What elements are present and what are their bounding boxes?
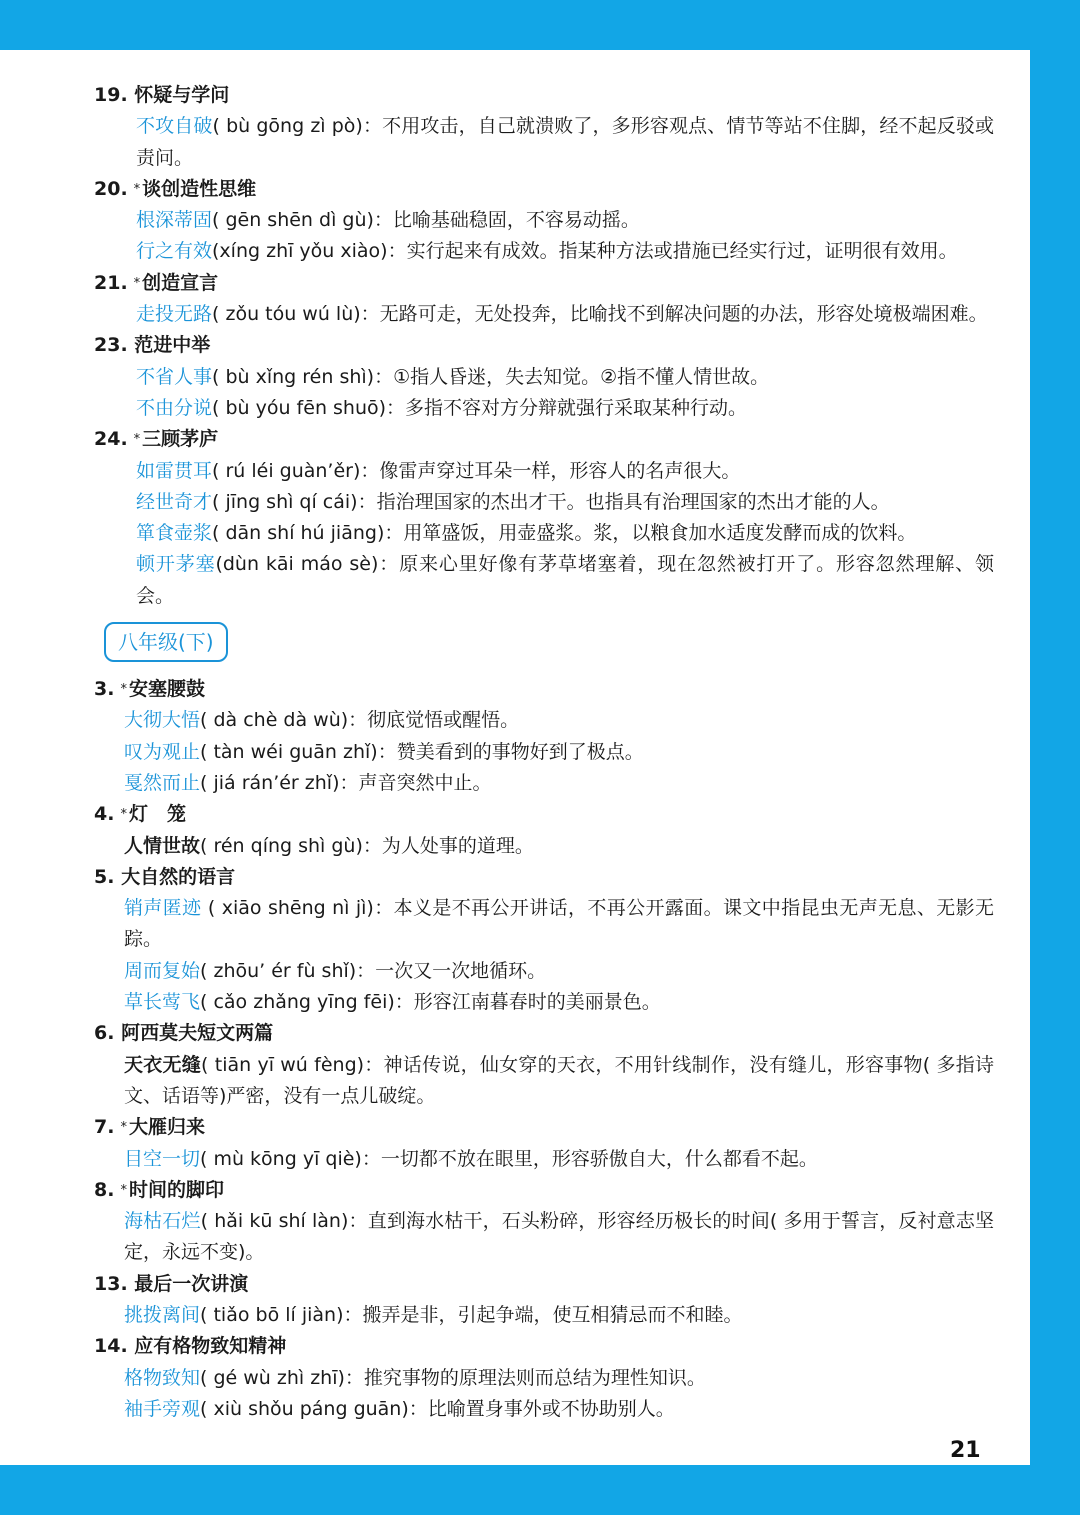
vocab-pinyin: ( xiù shǒu páng guān) <box>200 1397 409 1420</box>
lesson-title: 最后一次讲演 <box>134 1272 249 1295</box>
vocab-entry <box>124 1363 994 1394</box>
vocab-term: 不由分说 <box>136 396 213 419</box>
vocab-pinyin: (dùn kāi máo sè) <box>215 553 379 576</box>
vocab-pinyin: ( cǎo zhǎng yīng fēi) <box>200 991 395 1014</box>
vocab-term: 销声匿迹 <box>124 897 202 920</box>
vocab-definition: ：多指不容对方分辩就强行采取某种行动。 <box>386 396 748 419</box>
lesson-heading <box>94 424 994 455</box>
vocab-term: 不攻自破 <box>136 115 213 138</box>
vocab-entry <box>136 205 994 236</box>
lesson-heading <box>94 799 994 830</box>
vocab-definition: ：本义是不再公开讲话，不再公开露面。课文中指昆虫无声无息、无影无踪。 <box>124 897 994 951</box>
lesson-title: 创造宣言 <box>142 271 219 294</box>
lesson-heading <box>94 80 994 111</box>
vocab-pinyin: ( rú léi guàn’ěr) <box>212 459 361 482</box>
lesson-heading <box>94 1331 994 1362</box>
lesson-title: 大自然的语言 <box>121 865 236 888</box>
vocab-pinyin: ( dān shí hú jiāng) <box>212 522 385 545</box>
vocab-term: 大彻大悟 <box>124 709 201 732</box>
lesson-number: 6. <box>94 1022 115 1045</box>
vocab-term: 周而复始 <box>124 959 201 982</box>
vocab-definition: ：不用攻击，自己就溃败了，多形容观点、情节等站不住脚，经不起反驳或责问。 <box>136 115 994 169</box>
lesson-heading <box>94 268 994 299</box>
optional-star: * <box>133 275 141 291</box>
lesson-title: 应有格物致知精神 <box>134 1335 287 1358</box>
grade-badge: 八年级(下) <box>104 622 228 662</box>
vocab-entry <box>124 1144 994 1175</box>
vocab-definition: ：为人处事的道理。 <box>362 834 534 857</box>
vocab-definition: ：一次又一次地循环。 <box>356 959 547 982</box>
lesson-number: 24. <box>94 428 128 451</box>
optional-star: * <box>120 1120 127 1136</box>
lesson-number: 21. <box>94 271 128 294</box>
vocab-term: 如雷贯耳 <box>136 459 213 482</box>
vocab-entry <box>124 768 994 799</box>
vocab-pinyin: ( bù yóu fēn shuō) <box>212 396 387 419</box>
lesson-title: 阿西莫夫短文两篇 <box>121 1022 274 1045</box>
vocab-definition: ：搬弄是非，引起争端，使互相猜忌而不和睦。 <box>343 1303 743 1326</box>
lesson-title: 时间的脚印 <box>128 1178 224 1201</box>
vocab-entry <box>136 111 994 174</box>
vocab-entry <box>124 956 994 987</box>
lesson-title: 大雁归来 <box>128 1116 205 1139</box>
optional-star: * <box>120 682 127 698</box>
vocab-pinyin: ( rén qíng shì gù) <box>200 834 363 857</box>
vocab-entry <box>124 893 994 956</box>
grade8-upper-section <box>94 80 994 612</box>
lesson-heading <box>94 330 994 361</box>
vocab-definition: ：①指人昏迷，失去知觉。②指不懂人情世故。 <box>374 365 770 388</box>
vocab-term: 人情世故 <box>124 834 201 857</box>
vocab-definition: ：实行起来有成效。指某种方法或措施已经实行过，证明很有效用。 <box>387 240 958 263</box>
lesson-number: 20. <box>94 177 128 200</box>
lesson-number: 3. <box>94 678 115 701</box>
vocab-entry <box>124 987 994 1018</box>
vocab-definition: ：原来心里好像有茅草堵塞着，现在忽然被打开了。形容忽然理解、领会。 <box>136 553 994 607</box>
optional-star: * <box>120 1182 127 1198</box>
vocab-entry <box>124 831 994 862</box>
vocab-entry <box>124 1050 994 1113</box>
vocab-pinyin: ( bù gōng zì pò) <box>212 115 363 138</box>
vocab-term: 不省人事 <box>136 365 213 388</box>
vocab-term: 天衣无缝 <box>124 1053 202 1076</box>
vocab-term: 袖手旁观 <box>124 1397 201 1420</box>
vocab-entry <box>124 705 994 736</box>
vocab-definition: ：用箪盛饭，用壶盛浆。浆，以粮食加水适度发酵而成的饮料。 <box>384 522 917 545</box>
lesson-number: 14. <box>94 1335 128 1358</box>
vocab-definition: ：直到海水枯干，石头粉碎，形容经历极长的时间( 多用于誓言，反衬意志坚定，永远不变)。 <box>124 1210 994 1264</box>
lesson-number: 8. <box>94 1178 115 1201</box>
lesson-number: 13. <box>94 1272 128 1295</box>
lesson-heading <box>94 862 994 893</box>
vocab-entry <box>124 1394 994 1425</box>
optional-star: * <box>133 432 141 448</box>
vocab-pinyin: ( jīng shì qí cái) <box>212 490 358 513</box>
page-sheet <box>0 50 1030 1465</box>
vocab-term: 挑拨离间 <box>124 1303 201 1326</box>
lesson-number: 5. <box>94 865 115 888</box>
vocabulary-list <box>94 80 994 1425</box>
vocab-term: 经世奇才 <box>136 490 213 513</box>
vocab-pinyin: ( xiāo shēng nì jì) <box>201 897 374 920</box>
vocab-pinyin: ( bù xǐng rén shì) <box>212 365 375 388</box>
vocab-definition: ：像雷声穿过耳朵一样，形容人的名声很大。 <box>360 459 741 482</box>
lesson-title: 谈创造性思维 <box>142 177 257 200</box>
vocab-term: 叹为观止 <box>124 740 201 763</box>
vocab-pinyin: ( zhōu’ ér fù shǐ) <box>200 959 357 982</box>
vocab-term: 格物致知 <box>124 1366 201 1389</box>
lesson-heading <box>94 1269 994 1300</box>
vocab-entry <box>124 1206 994 1269</box>
lesson-number: 19. <box>94 84 128 106</box>
vocab-entry <box>136 549 994 612</box>
vocab-pinyin: ( mù kōng yī qiè) <box>200 1147 362 1170</box>
vocab-definition: ：指治理国家的杰出才干。也指具有治理国家的杰出才能的人。 <box>357 490 890 513</box>
lesson-number: 23. <box>94 334 128 357</box>
vocab-pinyin: ( zǒu tóu wú lù) <box>212 303 361 326</box>
vocab-entry <box>136 456 994 487</box>
vocab-pinyin: ( tiǎo bō lí jiàn) <box>200 1303 344 1326</box>
vocab-entry <box>136 393 994 424</box>
vocab-term: 行之有效 <box>136 240 213 263</box>
vocab-definition: ：神话传说，仙女穿的天衣，不用针线制作，没有缝儿，形容事物( 多指诗文、话语等)严密，没有一点儿破绽。 <box>124 1053 994 1107</box>
lesson-title: 范进中举 <box>134 334 211 357</box>
vocab-pinyin: ( tiān yī wú fèng) <box>201 1053 365 1076</box>
lesson-heading <box>94 674 994 705</box>
lesson-heading <box>94 1175 994 1206</box>
page-number: 21 <box>950 1438 981 1463</box>
optional-star: * <box>133 181 141 197</box>
lesson-title: 三顾茅庐 <box>142 428 219 451</box>
vocab-definition: ：赞美看到的事物好到了极点。 <box>377 740 644 763</box>
lesson-title: 怀疑与学问 <box>134 84 230 106</box>
vocab-term: 走投无路 <box>136 303 213 326</box>
vocab-entry <box>136 518 994 549</box>
vocab-definition: ：彻底觉悟或醒悟。 <box>348 709 520 732</box>
vocab-entry <box>124 737 994 768</box>
optional-star: * <box>120 807 127 823</box>
vocab-pinyin: ( gé wù zhì zhī) <box>200 1366 345 1389</box>
vocab-pinyin: ( jiá rán’ér zhǐ) <box>200 771 340 794</box>
vocab-entry <box>136 299 994 330</box>
lesson-title: 安塞腰鼓 <box>128 678 205 701</box>
vocab-term: 海枯石烂 <box>124 1210 201 1233</box>
vocab-entry <box>136 362 994 393</box>
grade8-lower-section <box>94 674 994 1425</box>
vocab-pinyin: (xíng zhī yǒu xiào) <box>212 240 388 263</box>
lesson-heading <box>94 1112 994 1143</box>
vocab-entry <box>124 1300 994 1331</box>
vocab-definition: ：一切都不放在眼里，形容骄傲自大，什么都看不起。 <box>361 1147 818 1170</box>
vocab-pinyin: ( hǎi kū shí làn) <box>200 1210 349 1233</box>
vocab-term: 目空一切 <box>124 1147 201 1170</box>
vocab-definition: ：形容江南暮春时的美丽景色。 <box>394 991 661 1014</box>
vocab-definition: ：比喻置身事外或不协助别人。 <box>408 1397 675 1420</box>
vocab-term: 根深蒂固 <box>136 209 213 232</box>
vocab-entry <box>136 487 994 518</box>
vocab-term: 草长莺飞 <box>124 991 201 1014</box>
vocab-term: 顿开茅塞 <box>136 553 216 576</box>
lesson-title: 灯 笼 <box>128 803 186 826</box>
lesson-heading <box>94 1018 994 1049</box>
lesson-heading <box>94 174 994 205</box>
vocab-term: 戛然而止 <box>124 771 201 794</box>
vocab-term: 箪食壶浆 <box>136 522 213 545</box>
vocab-pinyin: ( tàn wéi guān zhǐ) <box>200 740 378 763</box>
vocab-entry <box>136 236 994 267</box>
vocab-definition: ：推究事物的原理法则而总结为理性知识。 <box>344 1366 706 1389</box>
lesson-number: 4. <box>94 803 115 826</box>
vocab-pinyin: ( gēn shēn dì gù) <box>212 209 374 232</box>
lesson-number: 7. <box>94 1116 115 1139</box>
vocab-pinyin: ( dà chè dà wù) <box>200 709 349 732</box>
vocab-definition: ：无路可走，无处投奔，比喻找不到解决问题的办法，形容处境极端困难。 <box>360 303 988 326</box>
vocab-definition: ：声音突然中止。 <box>339 771 492 794</box>
vocab-definition: ：比喻基础稳固，不容易动摇。 <box>373 209 640 232</box>
